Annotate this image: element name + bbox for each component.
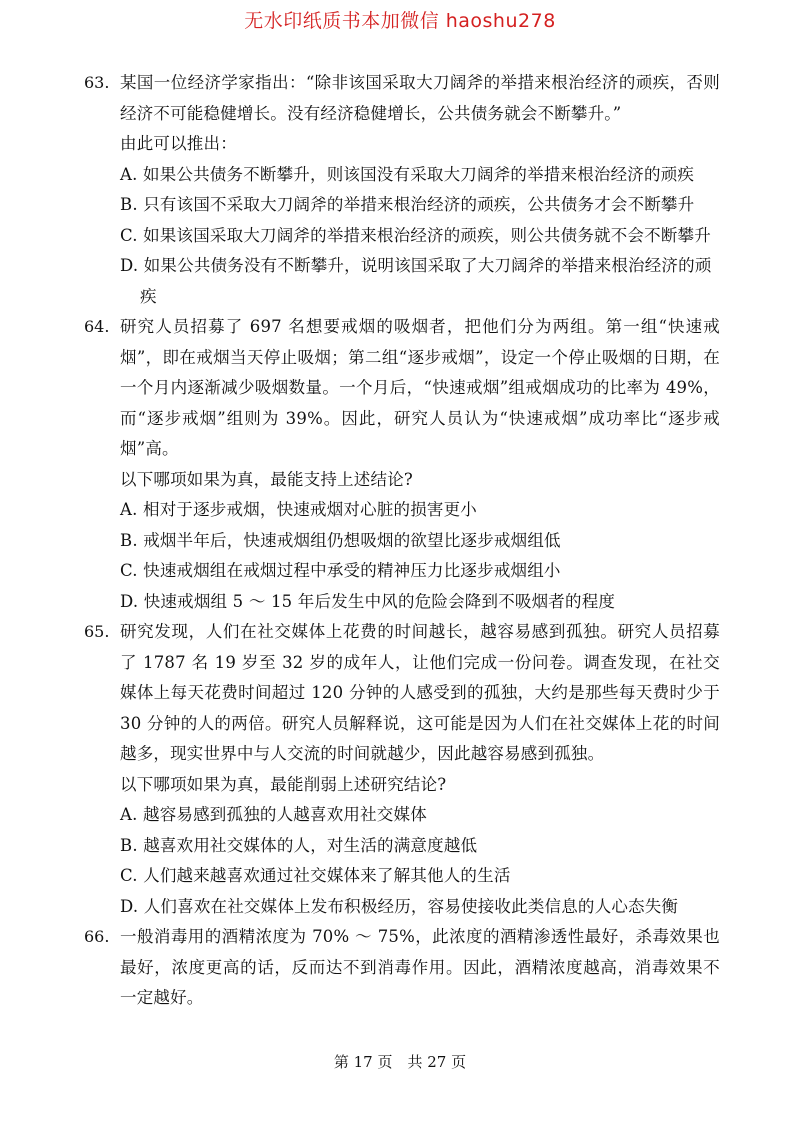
answer-option: B. 戒烟半年后，快速戒烟组仍想吸烟的欲望比逐步戒烟组低: [120, 530, 561, 550]
answer-option: A. 相对于逐步戒烟，快速戒烟对心脏的损害更小: [120, 500, 478, 519]
question-number: 66.: [84, 927, 110, 946]
question-stem: 一般消毒用的酒精浓度为 70% ～ 75%，此浓度的酒精渗透性最好，杀毒效果也最好，浓度更高的话，反而达不到消毒作用。因此，酒精浓度越高，消毒效果不一定越好。: [120, 927, 720, 1007]
question-stem: 某国一位经济学家指出：“除非该国采取大刀阔斧的举措来根治经济的顽疾，否则经济不可能稳健增长。没有经济稳健增长，公共债务就会不断攀升。”: [120, 73, 720, 123]
question-prompt: 以下哪项如果为真，最能支持上述结论?: [120, 469, 413, 489]
question-number: 65.: [84, 622, 110, 641]
question-66: [84, 922, 720, 1014]
question-stem: 研究发现，人们在社交媒体上花费的时间越长，越容易感到孤独。研究人员招募了 1787 名 19 岁至 32 岁的成年人，让他们完成一份问卷。调查发现，在社交媒体上每天花费时间超过 120 分钟的人感受到的孤独，大约是那些每天费时少于 30 分钟的人的两倍。研究人员解释说，这可能是因为人们在社交媒体上花的时间越多，现实世界中与人交流的时间就越少，因此越容易感到孤独。: [120, 622, 720, 763]
question-stem: 研究人员招募了 697 名想要戒烟的吸烟者，把他们分为两组。第一组“快速戒烟”，即在戒烟当天停止吸烟；第二组“逐步戒烟”，设定一个停止吸烟的日期，在一个月内逐渐减少吸烟数量。一个月后，“快速戒烟”组戒烟成功的比率为 49%，而“逐步戒烟”组则为 39%。因此，研究人员认为“快速戒烟”成功率比“逐步戒烟”高。: [120, 317, 720, 458]
watermark-banner: 无水印纸质书本加微信 haoshu278: [244, 10, 556, 32]
answer-option: D. 快速戒烟组 5 ～ 15 年后发生中风的危险会降到不吸烟者的程度: [120, 591, 616, 611]
answer-option: C. 如果该国采取大刀阔斧的举措来根治经济的顽疾，则公共债务就不会不断攀升: [120, 225, 711, 245]
answer-option: C. 快速戒烟组在戒烟过程中承受的精神压力比逐步戒烟组小: [120, 561, 561, 580]
question-64: [84, 312, 720, 617]
question-prompt: 由此可以推出：: [120, 134, 237, 153]
question-prompt: 以下哪项如果为真，最能削弱上述研究结论?: [120, 774, 447, 794]
question-number: 64.: [84, 317, 110, 336]
page-footer: 第 17 页 共 27 页: [333, 1053, 467, 1071]
answer-option: D. 如果公共债务没有不断攀升，说明该国采取了大刀阔斧的举措来根治经济的顽疾: [120, 256, 712, 306]
question-65: [84, 617, 720, 922]
question-number: 63.: [84, 73, 110, 92]
answer-option: D. 人们喜欢在社交媒体上发布积极经历，容易使接收此类信息的人心态失衡: [120, 896, 679, 916]
answer-option: A. 越容易感到孤独的人越喜欢用社交媒体: [120, 805, 427, 824]
question-63: [84, 68, 720, 312]
answer-option: B. 越喜欢用社交媒体的人，对生活的满意度越低: [120, 835, 478, 855]
answer-option: B. 只有该国不采取大刀阔斧的举措来根治经济的顽疾，公共债务才会不断攀升: [120, 195, 695, 214]
answer-option: A. 如果公共债务不断攀升，则该国没有采取大刀阔斧的举措来根治经济的顽疾: [120, 164, 695, 184]
question-list: [84, 68, 720, 1014]
answer-option: C. 人们越来越喜欢通过社交媒体来了解其他人的生活: [120, 866, 511, 885]
